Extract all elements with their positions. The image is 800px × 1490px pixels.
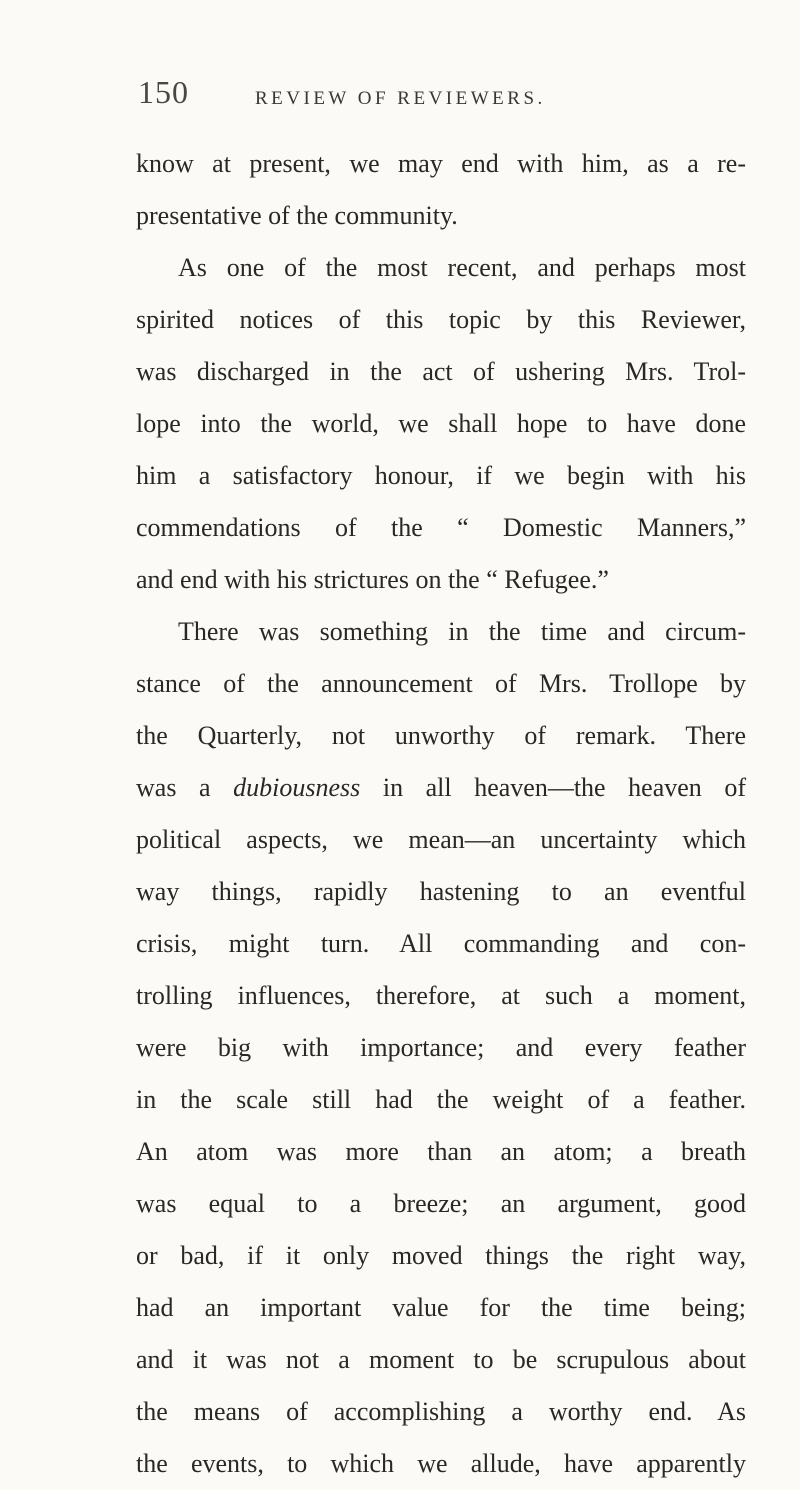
text-line: and end with his strictures on the “ Refugee.” [136,565,609,594]
text-line: presentative of the community. [136,201,458,230]
text-line [136,762,746,814]
text-line: was discharged in the act of ushering Mrs. Trol- [136,357,746,386]
text-line: him a satisfactory honour, if we begin with his [136,461,746,490]
text-line: and it was not a moment to be scrupulous about [136,1345,746,1374]
text-line: trolling influences, therefore, at such a moment, [136,981,746,1010]
text-line: lope into the world, we shall hope to have done [136,409,746,438]
text-fragment: in all heaven—the heaven of [382,773,747,802]
text-line: the means of accomplishing a worthy end. As [136,1397,746,1426]
text-line: crisis, might turn. All commanding and con- [136,929,746,958]
running-title: REVIEW OF REVIEWERS. [255,88,546,109]
text-line: know at present, we may end with him, as a re- [136,149,746,178]
text-line: had an important value for the time being; [136,1293,746,1322]
italic-word: dubiousness [233,773,361,802]
text-line: An atom was more than an atom; a breath [136,1137,746,1166]
paragraph-start-line: There was something in the time and circum- [178,617,746,646]
text-line: spirited notices of this topic by this Reviewer, [136,305,746,334]
body-text [136,138,746,1490]
text-fragment: was a [136,773,211,802]
text-line: or bad, if it only moved things the right way, [136,1241,746,1270]
text-line: was equal to a breeze; an argument, good [136,1189,746,1218]
text-line: political aspects, we mean—an uncertainty which [136,825,746,854]
text-line: way things, rapidly hastening to an eventful [136,877,746,906]
text-line: the events, to which we allude, have apparently [136,1449,746,1478]
paragraph-start-line: As one of the most recent, and perhaps most [178,253,746,282]
text-line: in the scale still had the weight of a feather. [136,1085,746,1114]
page-number: 150 [138,74,189,110]
text-line: the Quarterly, not unworthy of remark. There [136,721,746,750]
text-line: commendations of the “ Domestic Manners,” [136,513,746,542]
text-line: stance of the announcement of Mrs. Trollope by [136,669,746,698]
text-line: were big with importance; and every feather [136,1033,746,1062]
